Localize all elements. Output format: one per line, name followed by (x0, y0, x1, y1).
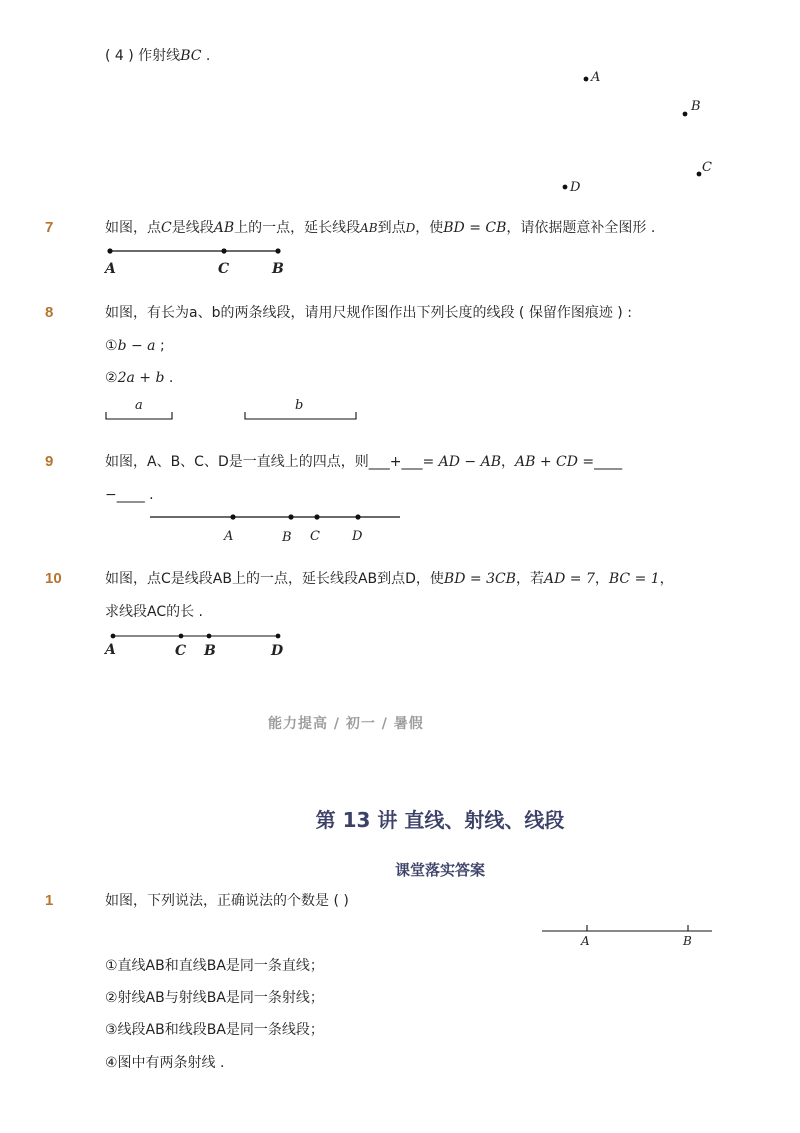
q8-item2-mark: ② (105, 370, 118, 386)
four-points-figure (550, 65, 730, 200)
q9-label-b: B (282, 530, 292, 545)
a1-label-b: B (683, 934, 692, 948)
q8-item1 (105, 337, 165, 355)
q7-point-a (107, 248, 112, 253)
point-c-label: C (702, 160, 712, 175)
q10-label-c: C (175, 643, 187, 659)
q8-segment-a (106, 412, 172, 419)
q8-label-b: b (295, 398, 304, 413)
q9-figure (145, 508, 410, 548)
q10-point-d (276, 634, 281, 639)
a1-question: 如图，下列说法，正确说法的个数是 ( ) (105, 893, 349, 909)
q9-line1-math: = AD − AB (422, 454, 502, 470)
q9-point-a (230, 514, 235, 519)
q7-m1: C (161, 220, 172, 236)
q7-t2: 是线段 (171, 220, 214, 236)
q9-line1-text: 如图，A、B、C、D是一直线上的四点，则___+___ (105, 454, 423, 470)
point-d-label: D (570, 180, 581, 195)
q10-label-a: A (105, 642, 116, 658)
q10-figure (100, 628, 300, 660)
q7-point-c (221, 248, 226, 253)
q7-m4: D (405, 221, 416, 235)
q10-m3: BC = 1 (608, 571, 660, 587)
q9-line1 (105, 453, 622, 471)
q7-number: 7 (45, 219, 54, 236)
page-footer: 能力提高 / 初一 / 暑假 (268, 716, 424, 732)
q10-number: 10 (45, 570, 62, 587)
point-d (563, 185, 568, 190)
q9-number: 9 (45, 453, 54, 470)
q8-segment-b (245, 412, 356, 419)
q7-m5: BD = CB (443, 220, 507, 236)
point-b (683, 112, 688, 117)
part4-prefix: ( 4 ) 作射线 (105, 48, 181, 64)
point-c (697, 172, 702, 177)
q7-m3: AB (360, 221, 378, 235)
a1-option-2: ②射线AB与射线BA是同一条射线； (105, 990, 324, 1006)
part4-text (105, 47, 210, 65)
q9-line1-blank: ____ (594, 454, 623, 470)
q10-t4: ， (659, 571, 674, 587)
a1-option-1: ①直线AB和直线BA是同一条直线； (105, 958, 324, 974)
lecture-title: 第 13 讲 直线、射线、线段 (315, 808, 565, 832)
q8-label-a: a (135, 398, 143, 413)
q10-point-b (207, 634, 212, 639)
q8-number: 8 (45, 304, 54, 321)
q9-line1-math2: AB + CD = (515, 454, 595, 470)
q8-item1-end: ; (155, 338, 165, 354)
q9-label-c: C (310, 529, 320, 544)
lecture-subtitle: 课堂落实答案 (394, 861, 485, 879)
a1-option-4: ④图中有两条射线 . (105, 1055, 225, 1071)
q9-point-c (314, 514, 319, 519)
q8-line1: 如图，有长为a、b的两条线段，请用尺规作图作出下列长度的线段 ( 保留作图痕迹 ) : (105, 305, 632, 321)
q10-t1: 如图，点C是线段AB上的一点，延长线段AB到点D，使 (105, 571, 444, 587)
q10-label-d: D (271, 643, 284, 659)
a1-number: 1 (45, 892, 54, 909)
q10-t2: ，若 (515, 571, 544, 587)
q10-point-a (111, 634, 116, 639)
q10-point-c (179, 634, 184, 639)
q7-label-c: C (218, 261, 230, 277)
q9-line1-mid: ， (501, 454, 516, 470)
q8-item1-mark: ① (105, 338, 118, 354)
a1-figure (538, 922, 718, 950)
q9-line2-math: − (105, 487, 117, 503)
q9-point-d (355, 514, 360, 519)
q8-item2-math: 2a + b (117, 370, 165, 386)
q10-line2: 求线段AC的长 . (105, 604, 204, 620)
q10-t3: ， (594, 571, 609, 587)
q9-point-b (288, 514, 293, 519)
q7-figure (100, 243, 300, 278)
q7-t6: ，请依据题意补全图形 . (506, 220, 656, 236)
q8-item1-math: b − a (117, 338, 156, 354)
q7-m2: AB (213, 220, 235, 236)
part4-math: BC (180, 48, 202, 64)
q7-text (105, 219, 655, 237)
q8-item2 (105, 369, 173, 387)
q9-label-d: D (352, 529, 363, 544)
q7-t4: 到点 (377, 220, 406, 236)
q8-item2-end: . (164, 370, 174, 386)
q10-label-b: B (204, 643, 216, 659)
q10-line1 (105, 570, 674, 588)
point-a (584, 77, 589, 82)
q7-label-a: A (105, 261, 116, 277)
q7-label-b: B (272, 261, 284, 277)
q10-m2: AD = 7 (543, 571, 595, 587)
point-b-label: B (691, 99, 701, 114)
point-a-label: A (591, 70, 601, 85)
q10-m1: BD = 3CB (443, 571, 516, 587)
q7-point-b (275, 248, 280, 253)
q7-t5: ，使 (415, 220, 444, 236)
q8-figure (100, 395, 370, 427)
a1-option-3: ③线段AB和线段BA是同一条线段； (105, 1022, 324, 1038)
q7-t3: 上的一点，延长线段 (234, 220, 361, 236)
q9-label-a: A (224, 529, 234, 544)
q9-line2 (105, 486, 154, 504)
part4-suffix: . (201, 48, 211, 64)
q7-t1: 如图，点 (105, 220, 161, 236)
q9-line2-blank: ____ . (116, 487, 154, 503)
a1-label-a: A (581, 934, 590, 948)
